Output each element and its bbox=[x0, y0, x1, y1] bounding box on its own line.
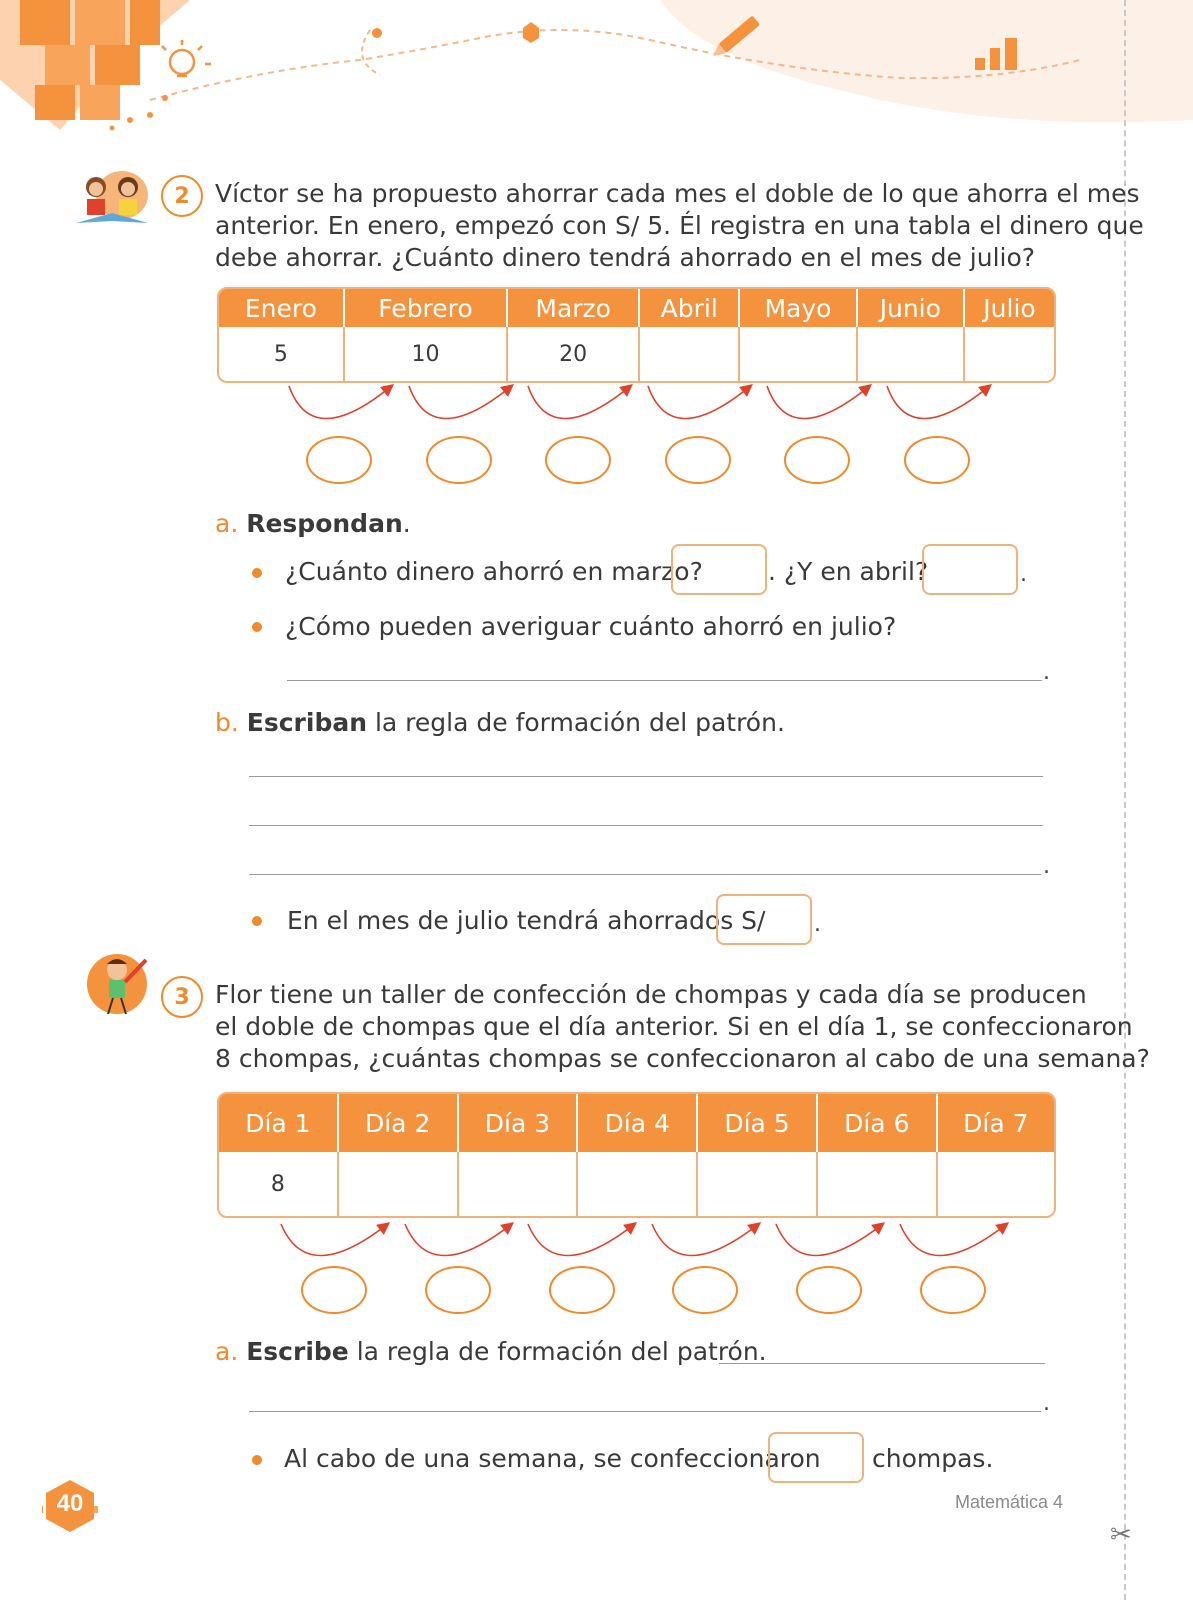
question-july: ¿Cómo pueden averiguar cuánto ahorró en julio? bbox=[285, 612, 897, 641]
problem-number-badge: 3 bbox=[161, 976, 203, 1018]
table-header: Día 3 bbox=[459, 1094, 579, 1152]
statement-line: anterior. En enero, empezó con S/ 5. Él registra en una tabla el dinero que bbox=[215, 211, 1144, 240]
operation-oval[interactable] bbox=[672, 1266, 738, 1314]
answer-line[interactable] bbox=[249, 1411, 1041, 1412]
header-decoration bbox=[0, 0, 1193, 170]
period: . bbox=[1020, 562, 1027, 587]
statement-line: Flor tiene un taller de confección de chompas y cada día se producen bbox=[215, 980, 1087, 1009]
table-header: Abril bbox=[640, 289, 740, 327]
operation-oval[interactable] bbox=[306, 436, 372, 484]
part-letter: a. bbox=[215, 509, 247, 538]
statement-line: debe ahorrar. ¿Cuánto dinero tendrá ahorrado en el mes de julio? bbox=[215, 243, 1036, 272]
period: . bbox=[1043, 854, 1050, 879]
part-verb: Respondan bbox=[246, 509, 403, 538]
problem-3-statement bbox=[215, 979, 1150, 1075]
operation-oval[interactable] bbox=[426, 436, 492, 484]
part-verb: Escriban bbox=[246, 708, 368, 737]
table-header: Julio bbox=[965, 289, 1054, 327]
answer-box-march[interactable] bbox=[671, 544, 767, 595]
operation-oval[interactable] bbox=[425, 1266, 491, 1314]
answer-line[interactable] bbox=[249, 825, 1043, 826]
operation-oval[interactable] bbox=[904, 436, 970, 484]
table-cell-input[interactable] bbox=[578, 1152, 698, 1216]
table-header-row bbox=[219, 1094, 1054, 1152]
book-title: Matemática 4 bbox=[955, 1492, 1064, 1512]
final-statement-week: Al cabo de una semana, se confeccionaron bbox=[284, 1444, 821, 1473]
bullet bbox=[252, 622, 262, 632]
question-april: . ¿Y en abril? bbox=[768, 557, 929, 586]
answer-box-week[interactable] bbox=[768, 1432, 864, 1483]
children-reading-icon bbox=[72, 165, 154, 227]
table-cell-input[interactable] bbox=[640, 327, 740, 381]
table-header: Día 2 bbox=[339, 1094, 459, 1152]
period: . bbox=[814, 912, 821, 937]
table-cell: 20 bbox=[508, 327, 640, 381]
table-header: Mayo bbox=[740, 289, 857, 327]
table-cell-input[interactable] bbox=[459, 1152, 579, 1216]
part-rest: la regla de formación del patrón. bbox=[348, 1337, 767, 1366]
table-header: Día 7 bbox=[938, 1094, 1054, 1152]
bullet bbox=[252, 568, 262, 578]
statement-line: 8 chompas, ¿cuántas chompas se confeccionaron al cabo de una semana? bbox=[215, 1044, 1150, 1073]
part-b-heading bbox=[215, 707, 785, 739]
table-header: Junio bbox=[858, 289, 965, 327]
table-cell: 5 bbox=[219, 327, 345, 381]
answer-line[interactable] bbox=[249, 874, 1041, 875]
part-rest: . bbox=[402, 509, 411, 538]
operation-oval[interactable] bbox=[549, 1266, 615, 1314]
table-cell: 8 bbox=[219, 1152, 339, 1216]
answer-box-july[interactable] bbox=[716, 894, 812, 945]
operation-oval[interactable] bbox=[665, 436, 731, 484]
page-number: 40 bbox=[56, 1490, 84, 1517]
answer-box-april[interactable] bbox=[922, 544, 1018, 595]
operation-oval[interactable] bbox=[784, 436, 850, 484]
part-verb: Escribe bbox=[246, 1337, 349, 1366]
statement-line: el doble de chompas que el día anterior. Si en el día 1, se confeccionaron bbox=[215, 1012, 1133, 1041]
bullet bbox=[252, 1455, 262, 1465]
table-header: Día 6 bbox=[818, 1094, 938, 1152]
question-march: ¿Cuánto dinero ahorró en marzo? bbox=[285, 557, 703, 586]
part-letter: a. bbox=[215, 1337, 247, 1366]
part-letter: b. bbox=[215, 708, 247, 737]
answer-line[interactable] bbox=[249, 776, 1043, 777]
pattern-arrows bbox=[217, 380, 1056, 440]
table-header-row bbox=[219, 289, 1054, 327]
savings-table bbox=[217, 287, 1056, 383]
table-header: Marzo bbox=[508, 289, 640, 327]
operation-oval[interactable] bbox=[796, 1266, 862, 1314]
table-row bbox=[219, 327, 1054, 381]
bullet bbox=[252, 916, 262, 926]
problem-number-badge: 2 bbox=[161, 175, 203, 217]
table-row bbox=[219, 1152, 1054, 1216]
period: . bbox=[1043, 660, 1050, 685]
final-statement-unit: chompas. bbox=[872, 1444, 994, 1473]
table-header: Febrero bbox=[345, 289, 509, 327]
table-cell-input[interactable] bbox=[740, 327, 857, 381]
table-header: Enero bbox=[219, 289, 345, 327]
table-cell: 10 bbox=[345, 327, 509, 381]
operation-oval[interactable] bbox=[920, 1266, 986, 1314]
sweaters-table bbox=[217, 1092, 1056, 1218]
cube-small-icon bbox=[523, 22, 539, 43]
table-header: Día 4 bbox=[578, 1094, 698, 1152]
operation-oval[interactable] bbox=[545, 436, 611, 484]
part-a-heading bbox=[215, 1336, 767, 1368]
lightbulb-icon bbox=[162, 40, 211, 76]
boy-with-pencil-icon bbox=[84, 950, 154, 1022]
table-cell-input[interactable] bbox=[858, 327, 965, 381]
period: . bbox=[1043, 1391, 1050, 1416]
operation-oval[interactable] bbox=[301, 1266, 367, 1314]
part-a-heading bbox=[215, 508, 411, 540]
table-cell-input[interactable] bbox=[938, 1152, 1054, 1216]
table-header: Día 5 bbox=[698, 1094, 818, 1152]
table-cell-input[interactable] bbox=[698, 1152, 818, 1216]
table-cell-input[interactable] bbox=[818, 1152, 938, 1216]
table-cell-input[interactable] bbox=[339, 1152, 459, 1216]
part-rest: la regla de formación del patrón. bbox=[367, 708, 785, 737]
problem-2-statement bbox=[215, 178, 1144, 274]
answer-line[interactable] bbox=[719, 1363, 1045, 1364]
statement-line: Víctor se ha propuesto ahorrar cada mes el doble de lo que ahorra el mes bbox=[215, 179, 1140, 208]
table-cell-input[interactable] bbox=[965, 327, 1054, 381]
table-header: Día 1 bbox=[219, 1094, 339, 1152]
answer-line[interactable] bbox=[287, 680, 1042, 681]
cubes-decoration bbox=[0, 0, 190, 131]
scissors-icon: ✂ bbox=[1110, 1520, 1132, 1550]
final-statement-july: En el mes de julio tendrá ahorrados S/ bbox=[287, 906, 766, 935]
